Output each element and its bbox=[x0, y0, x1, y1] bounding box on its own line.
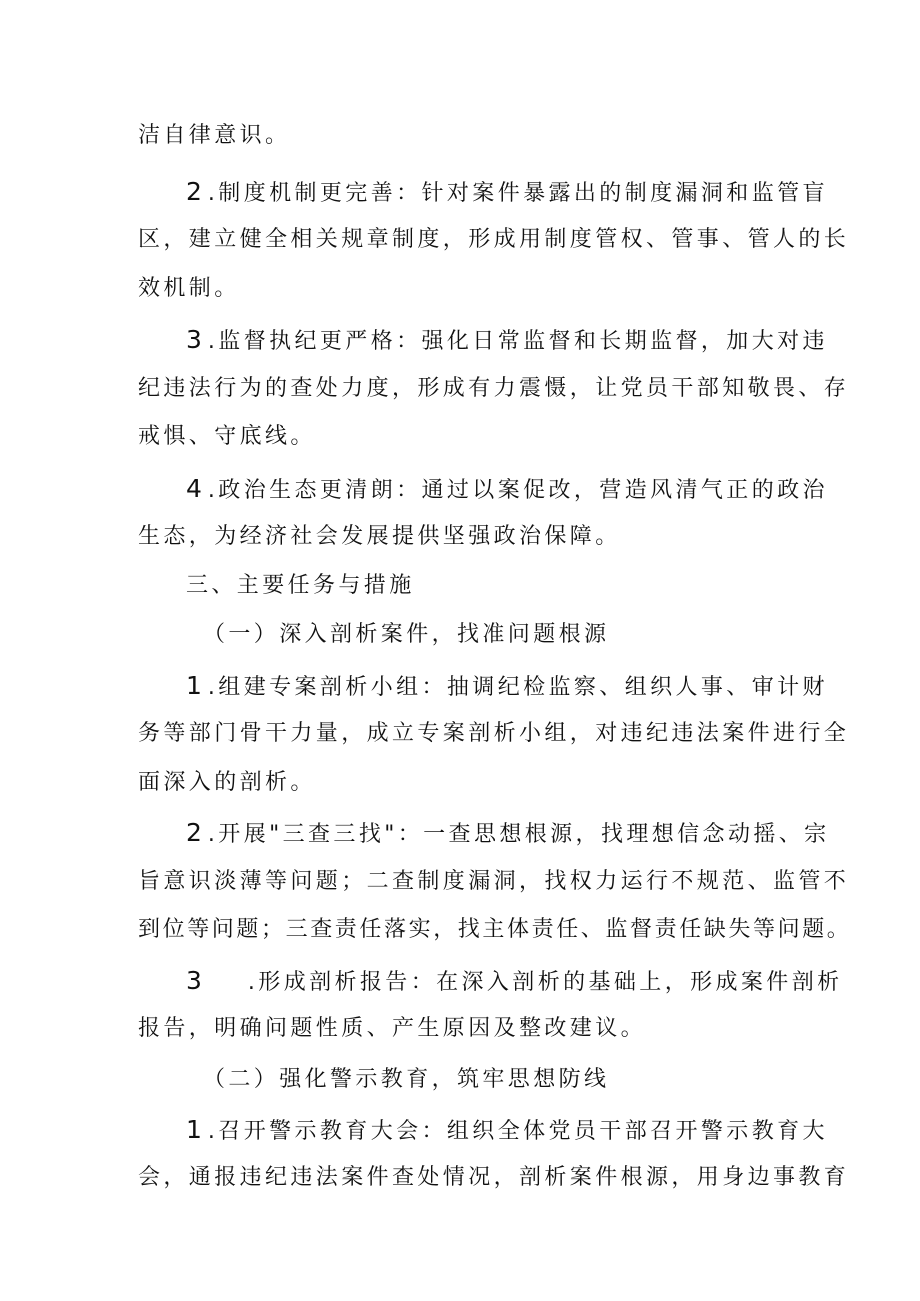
list-number: 2 bbox=[186, 818, 202, 847]
paragraph-line: 3 .形成剖析报告：在深入剖析的基础上，形成案件剖析 bbox=[186, 966, 843, 995]
section-heading: 三、主要任务与措施 bbox=[186, 573, 415, 598]
paragraph-line: 务等部门骨干力量，成立专案剖析小组，对违纪违法案件进行全 bbox=[138, 721, 850, 746]
paragraph-line: 效机制。 bbox=[138, 276, 240, 301]
list-number: 1 bbox=[186, 1115, 202, 1144]
paragraph-line: 3 .监督执纪更严格：强化日常监督和长期监督，加大对违 bbox=[186, 325, 828, 354]
list-number: 3 bbox=[186, 325, 202, 354]
paragraph-line: 报告，明确问题性质、产生原因及整改建议。 bbox=[138, 1016, 647, 1041]
paragraph-line: 区，建立健全相关规章制度，形成用制度管权、管事、管人的长 bbox=[138, 227, 850, 252]
paragraph-line: 2 .制度机制更完善：针对案件暴露出的制度漏洞和监管盲 bbox=[186, 177, 828, 206]
list-number: 3 bbox=[186, 966, 202, 995]
list-number: 2 bbox=[186, 177, 202, 206]
paragraph-line: 戒惧、守底线。 bbox=[138, 424, 316, 449]
paragraph-line: 生态，为经济社会发展提供坚强政治保障。 bbox=[138, 524, 621, 549]
paragraph-line: 1 .召开警示教育大会：组织全体党员干部召开警示教育大 bbox=[186, 1115, 828, 1144]
paragraph-line: 会，通报违纪违法案件查处情况，剖析案件根源，用身边事教育 bbox=[138, 1165, 850, 1190]
paragraph-line: 4 .政治生态更清朗：通过以案促改，营造风清气正的政治 bbox=[186, 474, 828, 503]
paragraph-line: 旨意识淡薄等问题；二查制度漏洞，找权力运行不规范、监管不 bbox=[138, 869, 850, 894]
paragraph-line: 1 .组建专案剖析小组：抽调纪检监察、组织人事、审计财 bbox=[186, 671, 828, 700]
list-number: 1 bbox=[186, 671, 202, 700]
paragraph-line: 纪违法行为的查处力度，形成有力震慑，让党员干部知敬畏、存 bbox=[138, 376, 850, 401]
paragraph-line: 洁自律意识。 bbox=[138, 123, 291, 148]
paragraph-line: 到位等问题；三查责任落实，找主体责任、监督责任缺失等问题。 bbox=[138, 917, 852, 942]
subsection-heading: （一）深入剖析案件，找准问题根源 bbox=[203, 622, 610, 647]
subsection-heading: （二）强化警示教育，筑牢思想防线 bbox=[203, 1067, 610, 1092]
list-number: 4 bbox=[186, 474, 202, 503]
paragraph-line: 2 .开展"三查三找"：一查思想根源，找理想信念动摇、宗 bbox=[186, 818, 830, 847]
paragraph-line: 面深入的剖析。 bbox=[138, 770, 316, 795]
